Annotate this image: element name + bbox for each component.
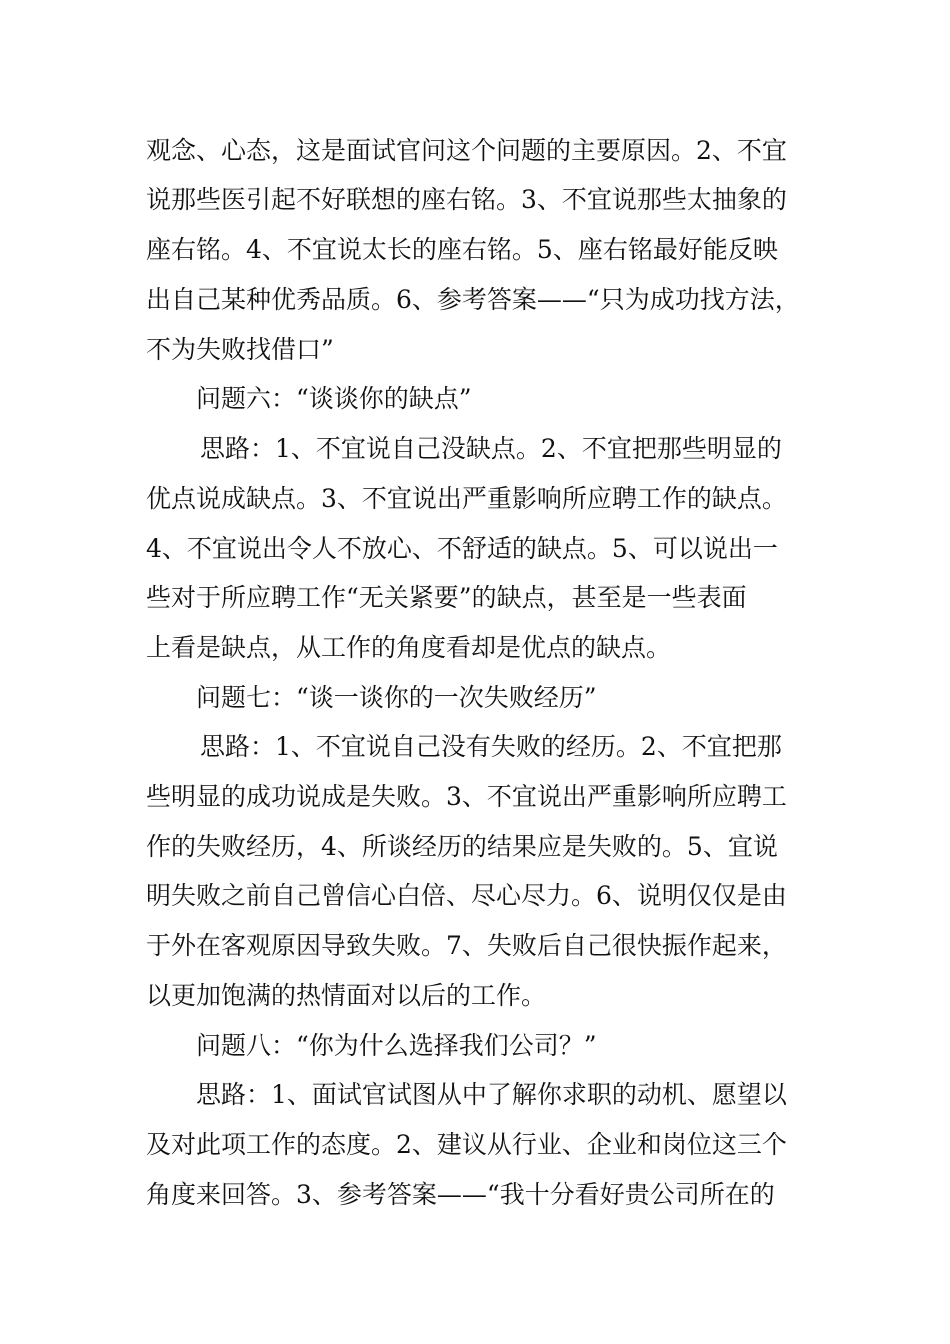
- text-line: 些明显的成功说成是失败。3、不宜说出严重影响所应聘工: [146, 782, 787, 811]
- text-line: 思路：1、面试官试图从中了解你求职的动机、愿望以: [196, 1080, 787, 1109]
- text-line: 优点说成缺点。3、不宜说出严重影响所应聘工作的缺点。: [146, 484, 787, 513]
- question-heading: 问题六：“谈谈你的缺点”: [196, 384, 472, 413]
- text-line: 作的失败经历，4、所谈经历的结果应是失败的。5、宜说: [146, 832, 778, 861]
- question-heading: 问题七：“谈一谈你的一次失败经历”: [196, 683, 597, 712]
- text-line: 及对此项工作的态度。2、建议从行业、企业和岗位这三个: [146, 1130, 787, 1159]
- question-heading: 问题八：“你为什么选择我们公司？”: [196, 1031, 597, 1060]
- text-line: 说那些医引起不好联想的座右铭。3、不宜说那些太抽象的: [146, 185, 787, 214]
- text-line: 思路：1、不宜说自己没有失败的经历。2、不宜把那: [200, 732, 782, 761]
- text-line: 上看是缺点，从工作的角度看却是优点的缺点。: [146, 633, 672, 662]
- text-line: 4、不宜说出令人不放心、不舒适的缺点。5、可以说出一: [146, 534, 778, 563]
- text-line: 于外在客观原因导致失败。7、失败后自己很快振作起来，: [146, 931, 787, 960]
- text-line: 出自己某种优秀品质。6、参考答案——“只为成功找方法，: [146, 285, 800, 314]
- text-line: 思路：1、不宜说自己没缺点。2、不宜把那些明显的: [200, 434, 782, 463]
- text-line: 观念、心态，这是面试官问这个问题的主要原因。2、不宜: [146, 136, 787, 165]
- text-line: 角度来回答。3、参考答案——“我十分看好贵公司所在的: [146, 1180, 775, 1209]
- text-line: 座右铭。4、不宜说太长的座右铭。5、座右铭最好能反映: [146, 235, 778, 264]
- text-line: 些对于所应聘工作“无关紧要”的缺点，甚至是一些表面: [146, 583, 747, 612]
- text-line: 不为失败找借口”: [146, 335, 334, 364]
- text-line: 以更加饱满的热情面对以后的工作。: [146, 981, 547, 1010]
- text-line: 明失败之前自己曾信心白倍、尽心尽力。6、说明仅仅是由: [146, 881, 787, 910]
